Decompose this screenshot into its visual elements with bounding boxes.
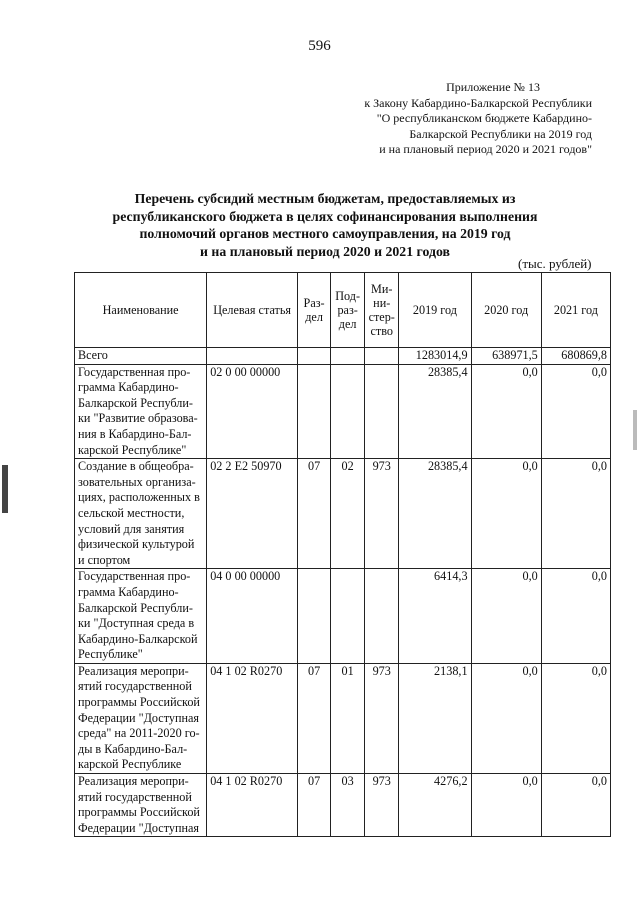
page-number: 596	[308, 38, 331, 54]
header-2021: 2021 год	[541, 273, 610, 348]
row-name: Государственная про- грамма Кабардино- Балкарской Республи- ки "Развитие образова- ния в Кабардино-Бал- карской Республике"	[75, 364, 207, 459]
row-2021: 0,0	[541, 663, 610, 773]
table-row	[75, 364, 611, 459]
header-2019: 2019 год	[399, 273, 471, 348]
header-name: Наименование	[75, 273, 207, 348]
appendix-line: Балкарской Республики на 2019 год	[409, 126, 592, 141]
appendix-line: к Закону Кабардино-Балкарской Республики	[364, 95, 592, 110]
row-2019: 2138,1	[399, 663, 471, 773]
table-row	[75, 569, 611, 664]
row-2019: 28385,4	[399, 364, 471, 459]
appendix-line: "О республиканском бюджете Кабардино-	[376, 111, 592, 125]
row-ministry	[365, 569, 399, 664]
row-2019: 28385,4	[399, 459, 471, 569]
header-ministry: Ми- ни- стер- ство	[365, 273, 399, 348]
row-code: 04 1 02 R0270	[207, 774, 298, 837]
header-section: Раз- дел	[298, 273, 331, 348]
row-name: Реализация меропри- ятий государственной программы Российской Федерации "Доступная	[75, 774, 207, 837]
row-ministry: 973	[365, 774, 399, 837]
row-name: Реализация меропри- ятий государственной программы Российской Федерации "Доступная среда" на 2011-2020 го- ды в Кабардино-Бал- карской Республике	[75, 663, 207, 773]
appendix-line: и на плановый период 2020 и 2021 годов"	[379, 142, 592, 156]
row-2021: 0,0	[541, 459, 610, 569]
row-ministry	[365, 364, 399, 459]
appendix-line: Приложение № 13	[446, 80, 540, 94]
total-2021: 680869,8	[541, 348, 610, 365]
row-name: Создание в общеобра- зовательных организа- циях, расположенных в сельской местности, условий для занятия физической культурой и спортом	[75, 459, 207, 569]
table-row	[75, 774, 611, 837]
appendix-reference	[330, 80, 592, 158]
total-label: Всего	[75, 348, 207, 365]
row-subsection: 03	[331, 774, 365, 837]
row-2020: 0,0	[471, 663, 541, 773]
title-line: полномочий органов местного самоуправления, на 2019 год	[139, 226, 511, 241]
header-2020: 2020 год	[471, 273, 541, 348]
row-code: 02 2 E2 50970	[207, 459, 298, 569]
scan-margin-mark	[2, 465, 8, 513]
total-2019: 1283014,9	[399, 348, 471, 365]
row-2020: 0,0	[471, 774, 541, 837]
row-2019: 6414,3	[399, 569, 471, 664]
document-title	[80, 190, 570, 260]
row-code: 04 1 02 R0270	[207, 663, 298, 773]
row-section: 07	[298, 459, 331, 569]
row-2019: 4276,2	[399, 774, 471, 837]
row-code: 02 0 00 00000	[207, 364, 298, 459]
row-ministry: 973	[365, 663, 399, 773]
scan-margin-mark	[633, 410, 637, 450]
row-section	[298, 364, 331, 459]
table-header-row	[75, 273, 611, 348]
units-label: (тыс. рублей)	[518, 256, 592, 271]
row-name: Государственная про- грамма Кабардино- Балкарской Республи- ки "Доступная среда в Кабардино-Балкарской Республике"	[75, 569, 207, 664]
row-subsection	[331, 364, 365, 459]
row-subsection: 02	[331, 459, 365, 569]
row-subsection: 01	[331, 663, 365, 773]
title-line: и на плановый период 2020 и 2021 годов	[200, 243, 450, 259]
table-row	[75, 663, 611, 773]
row-section: 07	[298, 774, 331, 837]
row-2021: 0,0	[541, 774, 610, 837]
table-row	[75, 459, 611, 569]
row-ministry: 973	[365, 459, 399, 569]
row-code: 04 0 00 00000	[207, 569, 298, 664]
row-2021: 0,0	[541, 364, 610, 459]
row-2020: 0,0	[471, 459, 541, 569]
subsidies-table	[74, 272, 611, 837]
title-line: республиканского бюджета в целях софинансирования выполнения	[112, 208, 538, 224]
row-section: 07	[298, 663, 331, 773]
table-total-row	[75, 348, 611, 365]
header-code: Целевая статья	[207, 273, 298, 348]
row-subsection	[331, 569, 365, 664]
row-2021: 0,0	[541, 569, 610, 664]
row-2020: 0,0	[471, 364, 541, 459]
total-2020: 638971,5	[471, 348, 541, 365]
row-section	[298, 569, 331, 664]
title-line: Перечень субсидий местным бюджетам, предоставляемых из	[134, 191, 516, 206]
header-subsection: Под- раз- дел	[331, 273, 365, 348]
row-2020: 0,0	[471, 569, 541, 664]
